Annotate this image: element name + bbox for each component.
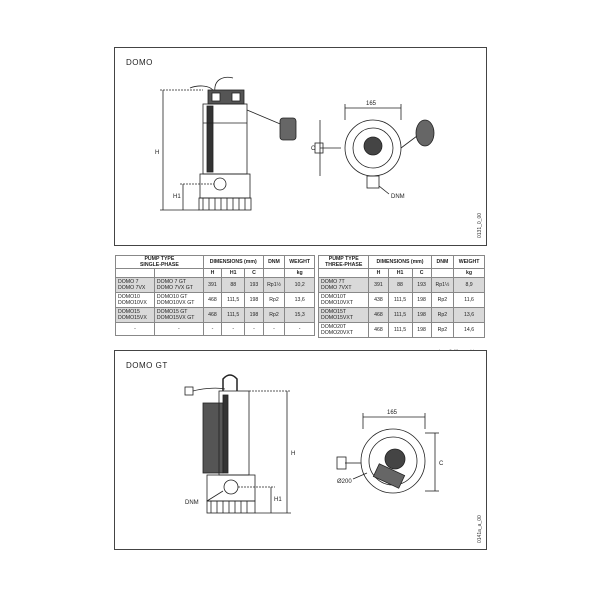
- header-weight: WEIGHT: [454, 256, 485, 269]
- dim-c-label: C: [311, 146, 316, 152]
- col-h1: H1: [222, 269, 245, 278]
- dim-c-label: C: [439, 461, 444, 467]
- table-row: DOMO 7T DOMO 7VXT 391 88 193 Rp1½ 8,9: [319, 278, 485, 293]
- panel-title: DOMO: [126, 58, 153, 67]
- drawing-code: 0131_0_00: [477, 212, 483, 238]
- dim-165-label: 165: [366, 101, 377, 107]
- header-weight: WEIGHT: [285, 256, 315, 269]
- dim-h-label: H: [291, 451, 296, 457]
- table-row: DOMO15T DOMO15VXT 468 111,5 198 Rp2 13,6: [319, 308, 485, 323]
- header-dnm: DNM: [431, 256, 454, 269]
- header-pump-type: PUMP TYPE SINGLE-PHASE: [116, 256, 204, 269]
- col-kg: kg: [285, 269, 315, 278]
- col-h: H: [203, 269, 221, 278]
- col-kg: kg: [454, 269, 485, 278]
- dim-diameter-label: Ø200: [337, 479, 352, 485]
- table-row: - - - - - - -: [116, 323, 315, 336]
- dim-165-label: 165: [387, 410, 398, 416]
- header-dimensions: DIMENSIONS (mm): [369, 256, 431, 269]
- single-phase-table: [115, 255, 315, 336]
- dim-h1-label: H1: [173, 194, 181, 200]
- domo-gt-drawing-panel: [114, 350, 487, 550]
- header-pump-type: PUMP TYPE THREE-PHASE: [319, 256, 369, 269]
- header-dimensions: DIMENSIONS (mm): [203, 256, 263, 269]
- dim-h1-label: H1: [274, 497, 282, 503]
- dim-dnm-label: DNM: [391, 194, 405, 200]
- header-dnm: DNM: [263, 256, 285, 269]
- table-row: DOMO15 DOMO15VX DOMO15 GT DOMO15VX GT 468 111,5 198 Rp2 15,3: [116, 308, 315, 323]
- table-row: DOMO10 DOMO10VX DOMO10 GT DOMO10VX GT 468 111,5 198 Rp2 13,6: [116, 293, 315, 308]
- dim-dnm-label: DNM: [185, 500, 199, 506]
- domo-drawing-panel: [114, 47, 487, 246]
- dim-h-label: H: [155, 150, 160, 156]
- col-c: C: [412, 269, 431, 278]
- domo-pump-drawing: [115, 48, 488, 247]
- col-h: H: [369, 269, 388, 278]
- panel-title: DOMO GT: [126, 361, 168, 370]
- table-row: DOMO20T DOMO20VXT 468 111,5 198 Rp2 14,6: [319, 323, 485, 338]
- col-c: C: [245, 269, 263, 278]
- three-phase-table: [318, 255, 485, 338]
- drawing-code: 0141a_a_00: [477, 515, 483, 543]
- domo-gt-pump-drawing: [115, 351, 488, 551]
- col-h1: H1: [388, 269, 412, 278]
- table-row: DOMO10T DOMO10VXT 438 111,5 198 Rp2 11,6: [319, 293, 485, 308]
- table-row: DOMO 7 DOMO 7VX DOMO 7 GT DOMO 7VX GT 391 88 193 Rp1½ 10,2: [116, 278, 315, 293]
